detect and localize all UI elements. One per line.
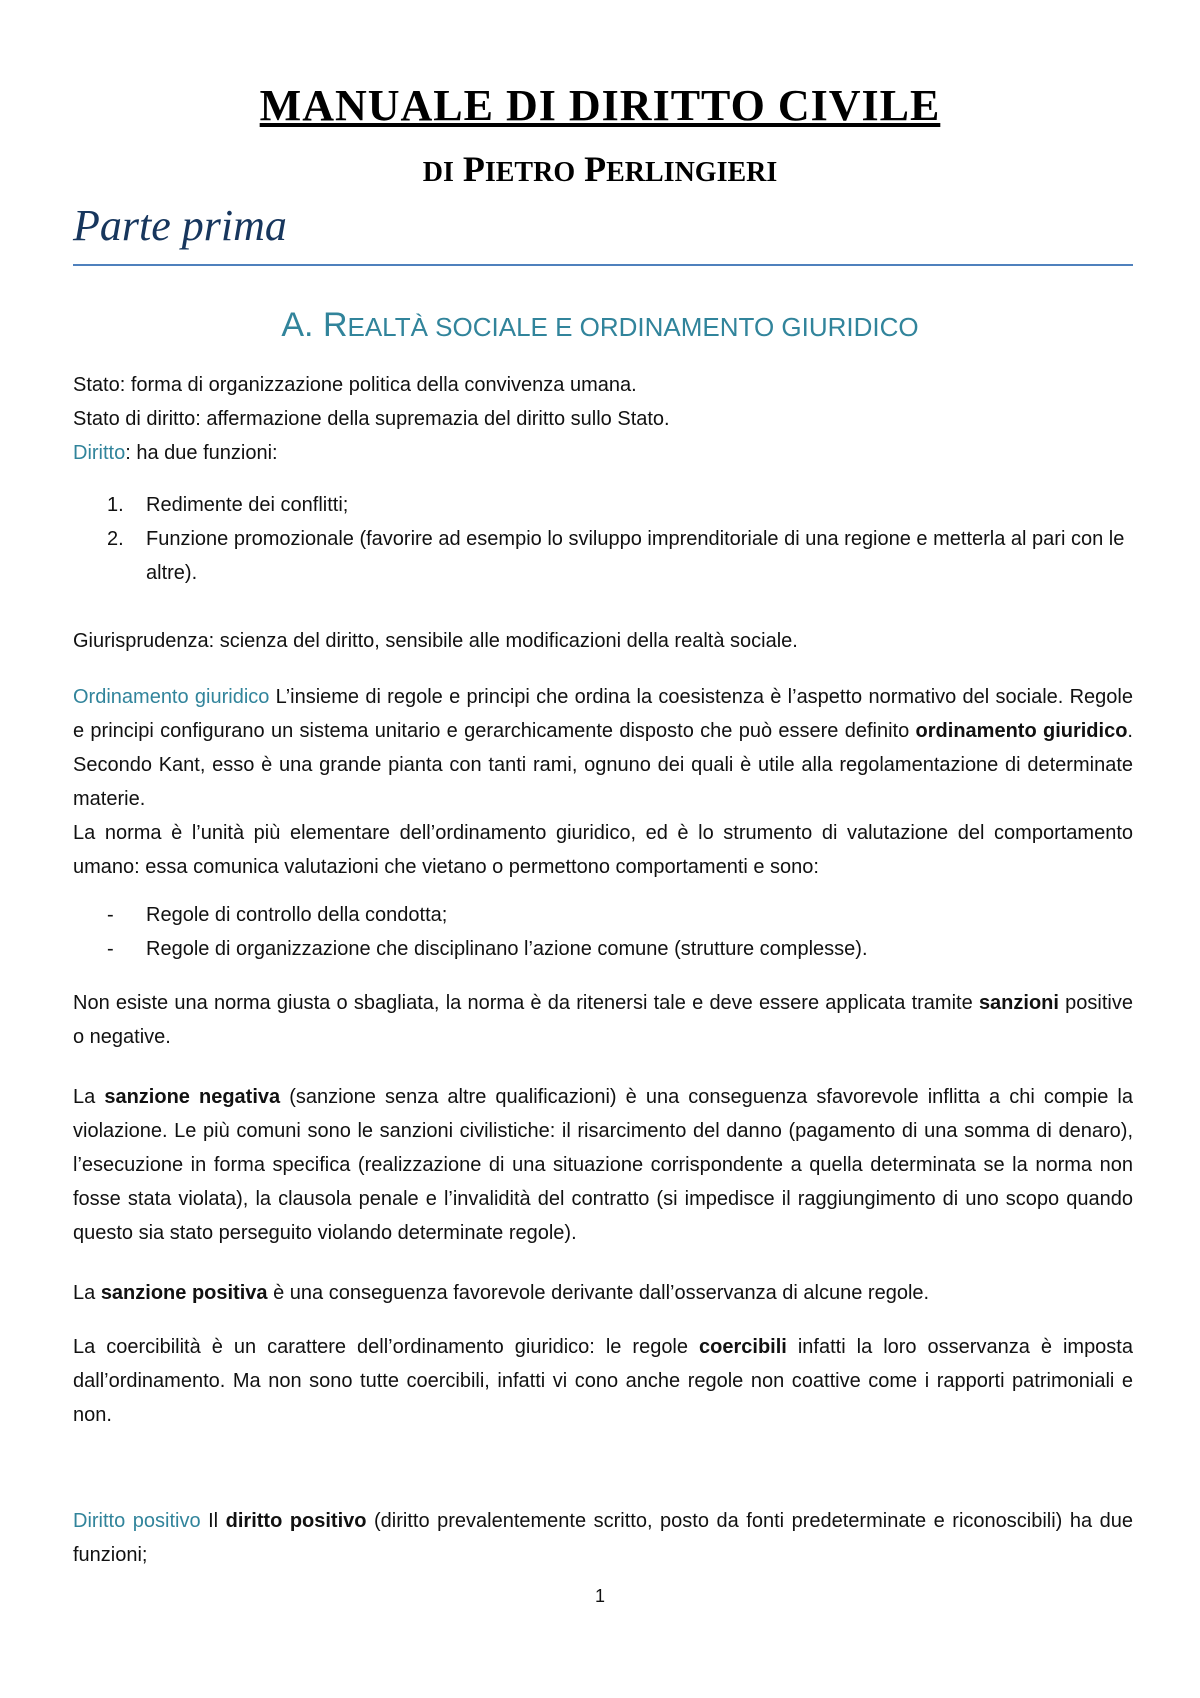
giurisprudenza-block — [73, 624, 1133, 658]
section-heading — [0, 306, 1200, 345]
sanzione-negativa-text-a: La — [73, 1086, 105, 1108]
author-last-initial: P — [584, 149, 607, 189]
sanzione-positiva-block — [73, 1276, 1133, 1310]
list-marker: 1. — [107, 494, 124, 516]
norma-text-a: Non esiste una norma giusta o sbagliata, la norma è da ritenersi tale e deve essere applicata tramite — [73, 992, 979, 1014]
author-last-rest: ERLINGIERI — [606, 157, 778, 188]
part-heading: Parte prima — [73, 201, 287, 250]
author-prefix: DI — [422, 157, 454, 188]
rules-list — [73, 898, 1133, 966]
functions-list — [73, 488, 1133, 590]
sanzione-positiva-paragraph — [73, 1276, 1133, 1310]
list-item — [73, 488, 1133, 522]
ordinamento-paragraph — [73, 680, 1133, 816]
sanzione-negativa-bold: sanzione negativa — [104, 1086, 281, 1108]
sanzione-positiva-text-c: è una conseguenza favorevole derivante dall’osservanza di alcune regole. — [267, 1282, 930, 1304]
term-diritto-positivo: Diritto positivo — [73, 1510, 201, 1532]
author-first-initial: P — [462, 149, 485, 189]
intro-line-diritto — [73, 436, 1133, 470]
ordinamento-block — [73, 680, 1133, 884]
sanzione-positiva-bold: sanzione positiva — [100, 1282, 268, 1304]
intro-line-diritto-rest: : ha due funzioni: — [125, 442, 278, 464]
diritto-positivo-paragraph — [73, 1504, 1133, 1572]
diritto-positivo-text-a: Il — [200, 1510, 226, 1532]
sanzione-negativa-block — [73, 1080, 1133, 1250]
list-item — [73, 898, 1133, 932]
ordinamento-bold: ordinamento giuridico — [915, 720, 1128, 742]
list-item-text: Redimente dei conflitti; — [146, 494, 349, 516]
coercibilita-text-a: La coercibilità è un carattere dell’ordinamento giuridico: le regole — [73, 1336, 700, 1358]
diritto-positivo-bold: diritto positivo — [225, 1510, 367, 1532]
section-title-initial: R — [322, 306, 348, 344]
sanzione-negativa-text-c: (sanzione senza altre qualificazioni) è una conseguenza sfavorevole inflitta a chi compie la violazione. Le più comuni sono le sanzioni civilistiche: il risarcimento del danno (pagamento di una somma di denaro), l’esecuzione in forma specifica (realizzazione di una situazione corrispondente a quella determinata se la norma non fosse stata violata), la clausola penale e l’invalidità del contratto (si impedisce il raggiungimento di uno scopo quando questo sia stato perseguito violando determinate regole). — [73, 1086, 1133, 1244]
list-marker: 2. — [107, 528, 124, 550]
list-item-text: Funzione promozionale (favorire ad esempio lo sviluppo imprenditoriale di una regione e metterla al pari con le altre). — [146, 528, 1125, 584]
coercibilita-bold: coercibili — [699, 1336, 787, 1358]
sanzione-negativa-paragraph — [73, 1080, 1133, 1250]
list-marker: - — [107, 904, 114, 926]
norma-bold: sanzioni — [978, 992, 1059, 1014]
list-marker: - — [107, 938, 114, 960]
section-title-rest: EALTÀ SOCIALE E ORDINAMENTO GIURIDICO — [347, 312, 919, 342]
heading-divider — [73, 264, 1133, 266]
term-diritto: Diritto — [73, 442, 126, 464]
intro-line-stato-diritto: Stato di diritto: affermazione della supremazia del diritto sullo Stato. — [73, 408, 670, 430]
list-item-text: Regole di organizzazione che disciplinano l’azione comune (strutture complesse). — [146, 938, 868, 960]
ordinamento-text-a: L’insieme di regole e principi che ordina la coesistenza è l’aspetto normativo del sociale. Regole e principi configurano un sistema unitario e gerarchicamente disposto che può essere definito — [73, 686, 1133, 742]
norma-block — [73, 986, 1133, 1054]
coercibilita-paragraph — [73, 1330, 1133, 1432]
list-item — [73, 522, 1133, 590]
ordinamento-text-c: . Secondo Kant, esso è una grande pianta con tanti rami, ognuno dei quali è utile alla regolamentazione di determinate materie. — [73, 720, 1133, 810]
diritto-positivo-block — [73, 1504, 1133, 1572]
norma-sanzioni-paragraph — [73, 986, 1133, 1054]
giurisprudenza-line: Giurisprudenza: scienza del diritto, sensibile alle modificazioni della realtà sociale. — [73, 630, 798, 652]
norma-text-c: positive o negative. — [73, 992, 1133, 1048]
document-author — [0, 148, 1200, 190]
list-item-text: Regole di controllo della condotta; — [146, 904, 448, 926]
sanzione-positiva-text-a: La — [73, 1282, 101, 1304]
list-item — [73, 932, 1133, 966]
coercibilita-text-c: infatti la loro osservanza è imposta dall’ordinamento. Ma non sono tutte coercibili, infatti vi cono anche regole non coattive come i rapporti patrimoniali e non. — [73, 1336, 1133, 1426]
norma-paragraph: La norma è l’unità più elementare dell’ordinamento giuridico, ed è lo strumento di valutazione del comportamento umano: essa comunica valutazioni che vietano o permettono comportamenti e sono: — [73, 822, 1133, 878]
page-number: 1 — [594, 1586, 605, 1606]
diritto-positivo-text-c: (diritto prevalentemente scritto, posto da fonti predeterminate e riconoscibili) ha due funzioni; — [73, 1510, 1133, 1566]
document-title: MANUALE DI DIRITTO CIVILE — [259, 81, 941, 130]
intro-block — [73, 368, 1133, 470]
intro-line-stato: Stato: forma di organizzazione politica della convivenza umana. — [73, 374, 637, 396]
section-letter: A. — [281, 306, 314, 344]
coercibilita-block — [73, 1330, 1133, 1432]
term-ordinamento-giuridico: Ordinamento giuridico — [73, 686, 270, 708]
author-first-rest: IETRO — [484, 157, 576, 188]
